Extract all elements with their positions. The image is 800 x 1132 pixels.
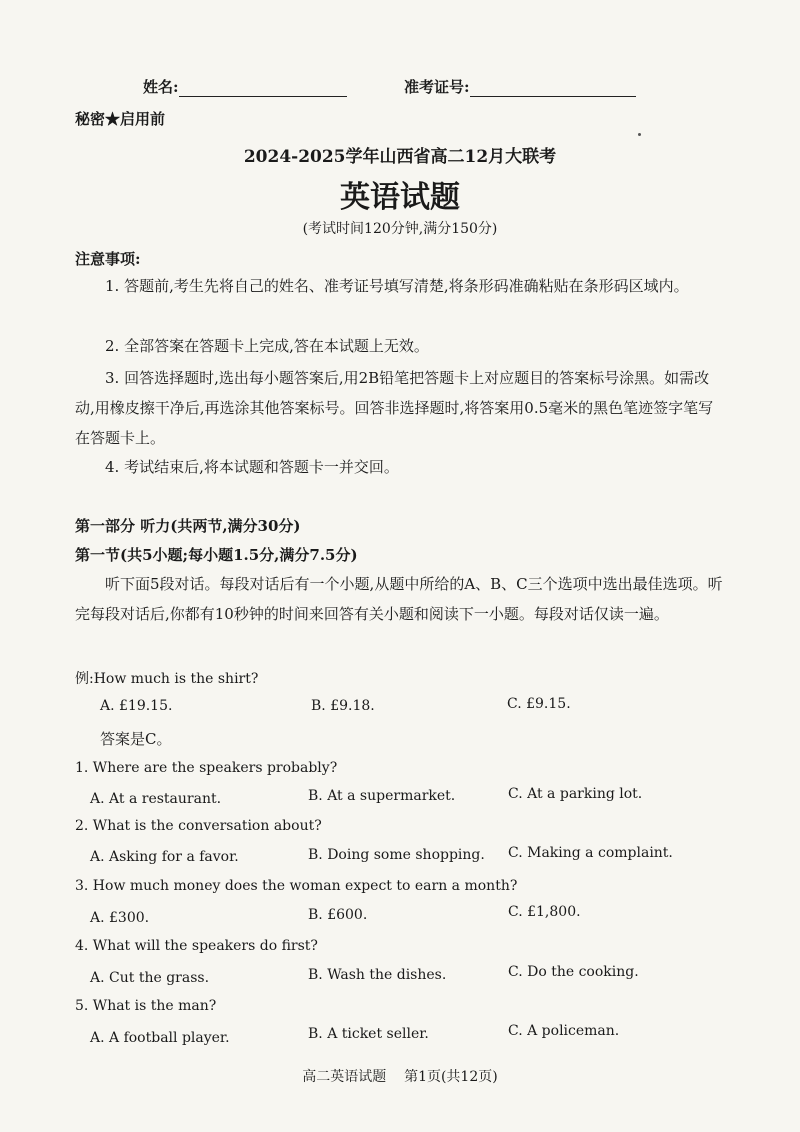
notice-heading: 注意事项: (75, 250, 141, 268)
exam-duration: (考试时间120分钟,满分150分) (302, 221, 498, 237)
notice-item-4: 4. 考试结束后,将本试题和答题卡一并交回。 (105, 458, 399, 476)
example-option-c: C. £9.15. (507, 696, 571, 712)
part1-heading: 第一部分 听力(共两节,满分30分) (75, 517, 301, 535)
q5-option-c: C. A policeman. (508, 1023, 620, 1039)
name-blank-line (179, 80, 347, 97)
q4-option-b: B. Wash the dishes. (308, 967, 447, 983)
page-footer: 高二英语试题 第1页(共12页) (302, 1069, 498, 1085)
question-4: 4. What will the speakers do first? (75, 938, 318, 954)
example-option-a: A. £19.15. (100, 698, 173, 714)
q5-option-b: B. A ticket seller. (308, 1026, 429, 1042)
secret-mark: 秘密★启用前 (75, 110, 166, 128)
subject-title: 英语试题 (340, 180, 460, 215)
q1-option-b: B. At a supermarket. (308, 788, 456, 804)
q2-option-c: C. Making a complaint. (508, 845, 673, 861)
q2-option-b: B. Doing some shopping. (308, 847, 485, 863)
scan-speck (638, 133, 641, 136)
notice-item-3: 3. 回答选择题时,选出每小题答案后,用2B铅笔把答题卡上对应题目的答案标号涂黑。如需改动,用橡皮擦干净后,再选涂其他答案标号。回答非选择题时,将答案用0.5毫米的黑色笔迹签字笔写在答题卡上。 (75, 369, 714, 447)
name-label: 姓名: (143, 78, 179, 96)
q1-option-c: C. At a parking lot. (508, 786, 643, 802)
question-2: 2. What is the conversation about? (75, 818, 322, 834)
listening-instructions: 听下面5段对话。每段对话后有一个小题,从题中所给的A、B、C三个选项中选出最佳选项。听完每段对话后,你都有10秒钟的时间来回答有关小题和阅读下一小题。每段对话仅读一遍。 (75, 575, 723, 623)
q3-option-a: A. £300. (90, 910, 150, 926)
example-question: 例:How much is the shirt? (75, 671, 259, 687)
exam-id-blank-line (470, 80, 636, 97)
question-1: 1. Where are the speakers probably? (75, 760, 338, 776)
name-field (143, 76, 347, 97)
q3-option-c: C. £1,800. (508, 904, 581, 920)
exam-title: 2024-2025学年山西省高二12月大联考 (243, 147, 557, 167)
notice-item-1: 1. 答题前,考生先将自己的姓名、准考证号填写清楚,将条形码准确粘贴在条形码区域内。 (105, 277, 689, 295)
example-answer: 答案是C。 (100, 730, 172, 748)
question-5: 5. What is the man? (75, 998, 217, 1014)
q2-option-a: A. Asking for a favor. (90, 849, 239, 865)
exam-id-label: 准考证号: (404, 78, 470, 96)
q3-option-b: B. £600. (308, 907, 368, 923)
q4-option-c: C. Do the cooking. (508, 964, 639, 980)
q4-option-a: A. Cut the grass. (90, 970, 210, 986)
exam-id-field (404, 76, 636, 97)
question-3: 3. How much money does the woman expect to earn a month? (75, 878, 518, 894)
section1-heading: 第一节(共5小题;每小题1.5分,满分7.5分) (75, 546, 358, 564)
q5-option-a: A. A football player. (90, 1030, 230, 1046)
example-option-b: B. £9.18. (311, 698, 375, 714)
q1-option-a: A. At a restaurant. (90, 791, 222, 807)
notice-item-2: 2. 全部答案在答题卡上完成,答在本试题上无效。 (105, 337, 429, 355)
